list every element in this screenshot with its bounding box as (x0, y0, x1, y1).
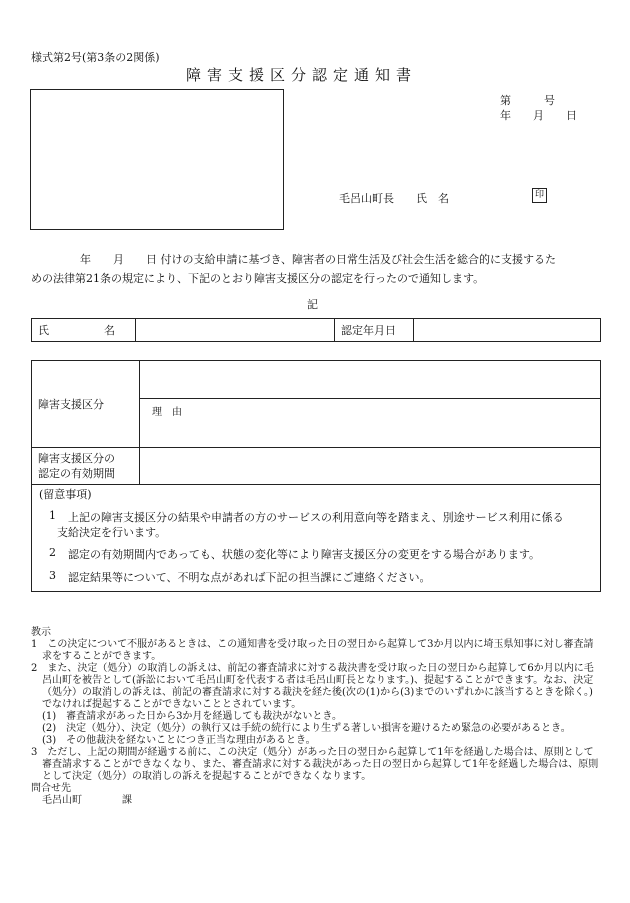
address-window (30, 89, 284, 230)
reason-cell (140, 399, 601, 448)
cert-date-label: 認定年月日 (335, 319, 414, 342)
seal-mark: 印 (532, 188, 547, 203)
ki-label: 記 (307, 298, 318, 311)
classification-table (31, 360, 601, 485)
note-text-2: 認定の有効期間内であっても、状態の変化等により障害支援区分の変更をする場合があります。 (68, 548, 541, 561)
sender-name-label: 毛呂山町長 氏 名 (339, 192, 449, 205)
kyoji-paragraph-3: 3 ただし、上記の期間が経過する前に、この決定（処分）があった日の翌日から起算して1年を経過した場合は、原則として審査請求することができなくなり、また、審査請求に対する裁決があった日の翌日から起算して1年を経過した場合は、原則として決定（処分）の取消しの訴えを提起することができなくなります。 (31, 747, 599, 782)
kyoji-paragraph-1: 1 この決定について不服があるときは、この通知書を受け取った日の翌日から起算して3か月以内に埼玉県知事に対し審査請求をすることができます。 (31, 639, 594, 662)
intro-line-1: 年 月 日 付けの支給申請に基づき、障害者の日常生活及び社会生活を総合的に支援するた (80, 253, 557, 266)
contact-heading: 問合せ先 (31, 783, 71, 794)
note-number-1: 1 (49, 509, 56, 522)
cert-date-value (414, 319, 601, 342)
period-label-1: 障害支援区分の (38, 452, 115, 465)
class-label: 障害支援区分 (32, 361, 140, 448)
reason-label: 理 由 (152, 407, 182, 418)
form-label: 様式第2号(第3条の2関係) (31, 51, 160, 64)
note-number-2: 2 (49, 546, 56, 559)
note-number-3: 3 (49, 569, 56, 582)
name-value (136, 319, 335, 342)
notes-box (31, 477, 601, 592)
kyoji-paragraph-2: 2 また、決定（処分）の取消しの訴えは、前記の審査請求に対する裁決書を受け取った日の翌日から起算して6か月以内に毛呂山町を被告として(訴訟において毛呂山町を代表する者は毛呂山町長となります。)、提起することができます。なお、決定（処分）の取消しの訴えは、前記の審査請求に対する裁決を経た後(次の(1)から(3)までのいずれかに該当するときを除く。)でなければ提起することができないこととされています。 (31, 663, 594, 710)
document-number: 第 号 (500, 94, 555, 107)
kyoji-heading: 教示 (31, 627, 51, 638)
issue-date: 年 月 日 (500, 109, 577, 122)
period-label-2: 認定の有効期間 (38, 467, 115, 480)
notes-heading: (留意事項) (39, 488, 92, 501)
contact-department: 毛呂山町 課 (42, 795, 132, 806)
name-date-table (31, 318, 601, 342)
kyoji-paragraph-2-2: (2) 決定（処分）、決定（処分）の執行又は手続の続行により生ずる著しい損害を避けるため緊急の必要があるとき。 (42, 723, 571, 734)
kyoji-section (31, 627, 601, 807)
note-text-3: 認定結果等について、不明な点があれば下記の担当課にご連絡ください。 (68, 571, 431, 584)
kyoji-paragraph-2-3: (3) その他裁決を経ないことにつき正当な理由があるとき。 (42, 735, 316, 746)
note-text-1: 上記の障害支援区分の結果や申請者の方のサービスの利用意向等を踏まえ、別途サービス利用に係る (68, 511, 564, 524)
note-text-1b: 支給決定を行います。 (57, 526, 167, 539)
intro-line-2: めの法律第21条の規定により、下記のとおり障害支援区分の認定を行ったので通知します。 (31, 272, 485, 285)
kyoji-paragraph-2-1: (1) 審査請求があった日から3か月を経過しても裁決がないとき。 (42, 711, 343, 722)
name-label: 氏 名 (32, 319, 136, 342)
class-value (140, 361, 601, 399)
page-title: 障害支援区分認定通知書 (186, 66, 418, 84)
